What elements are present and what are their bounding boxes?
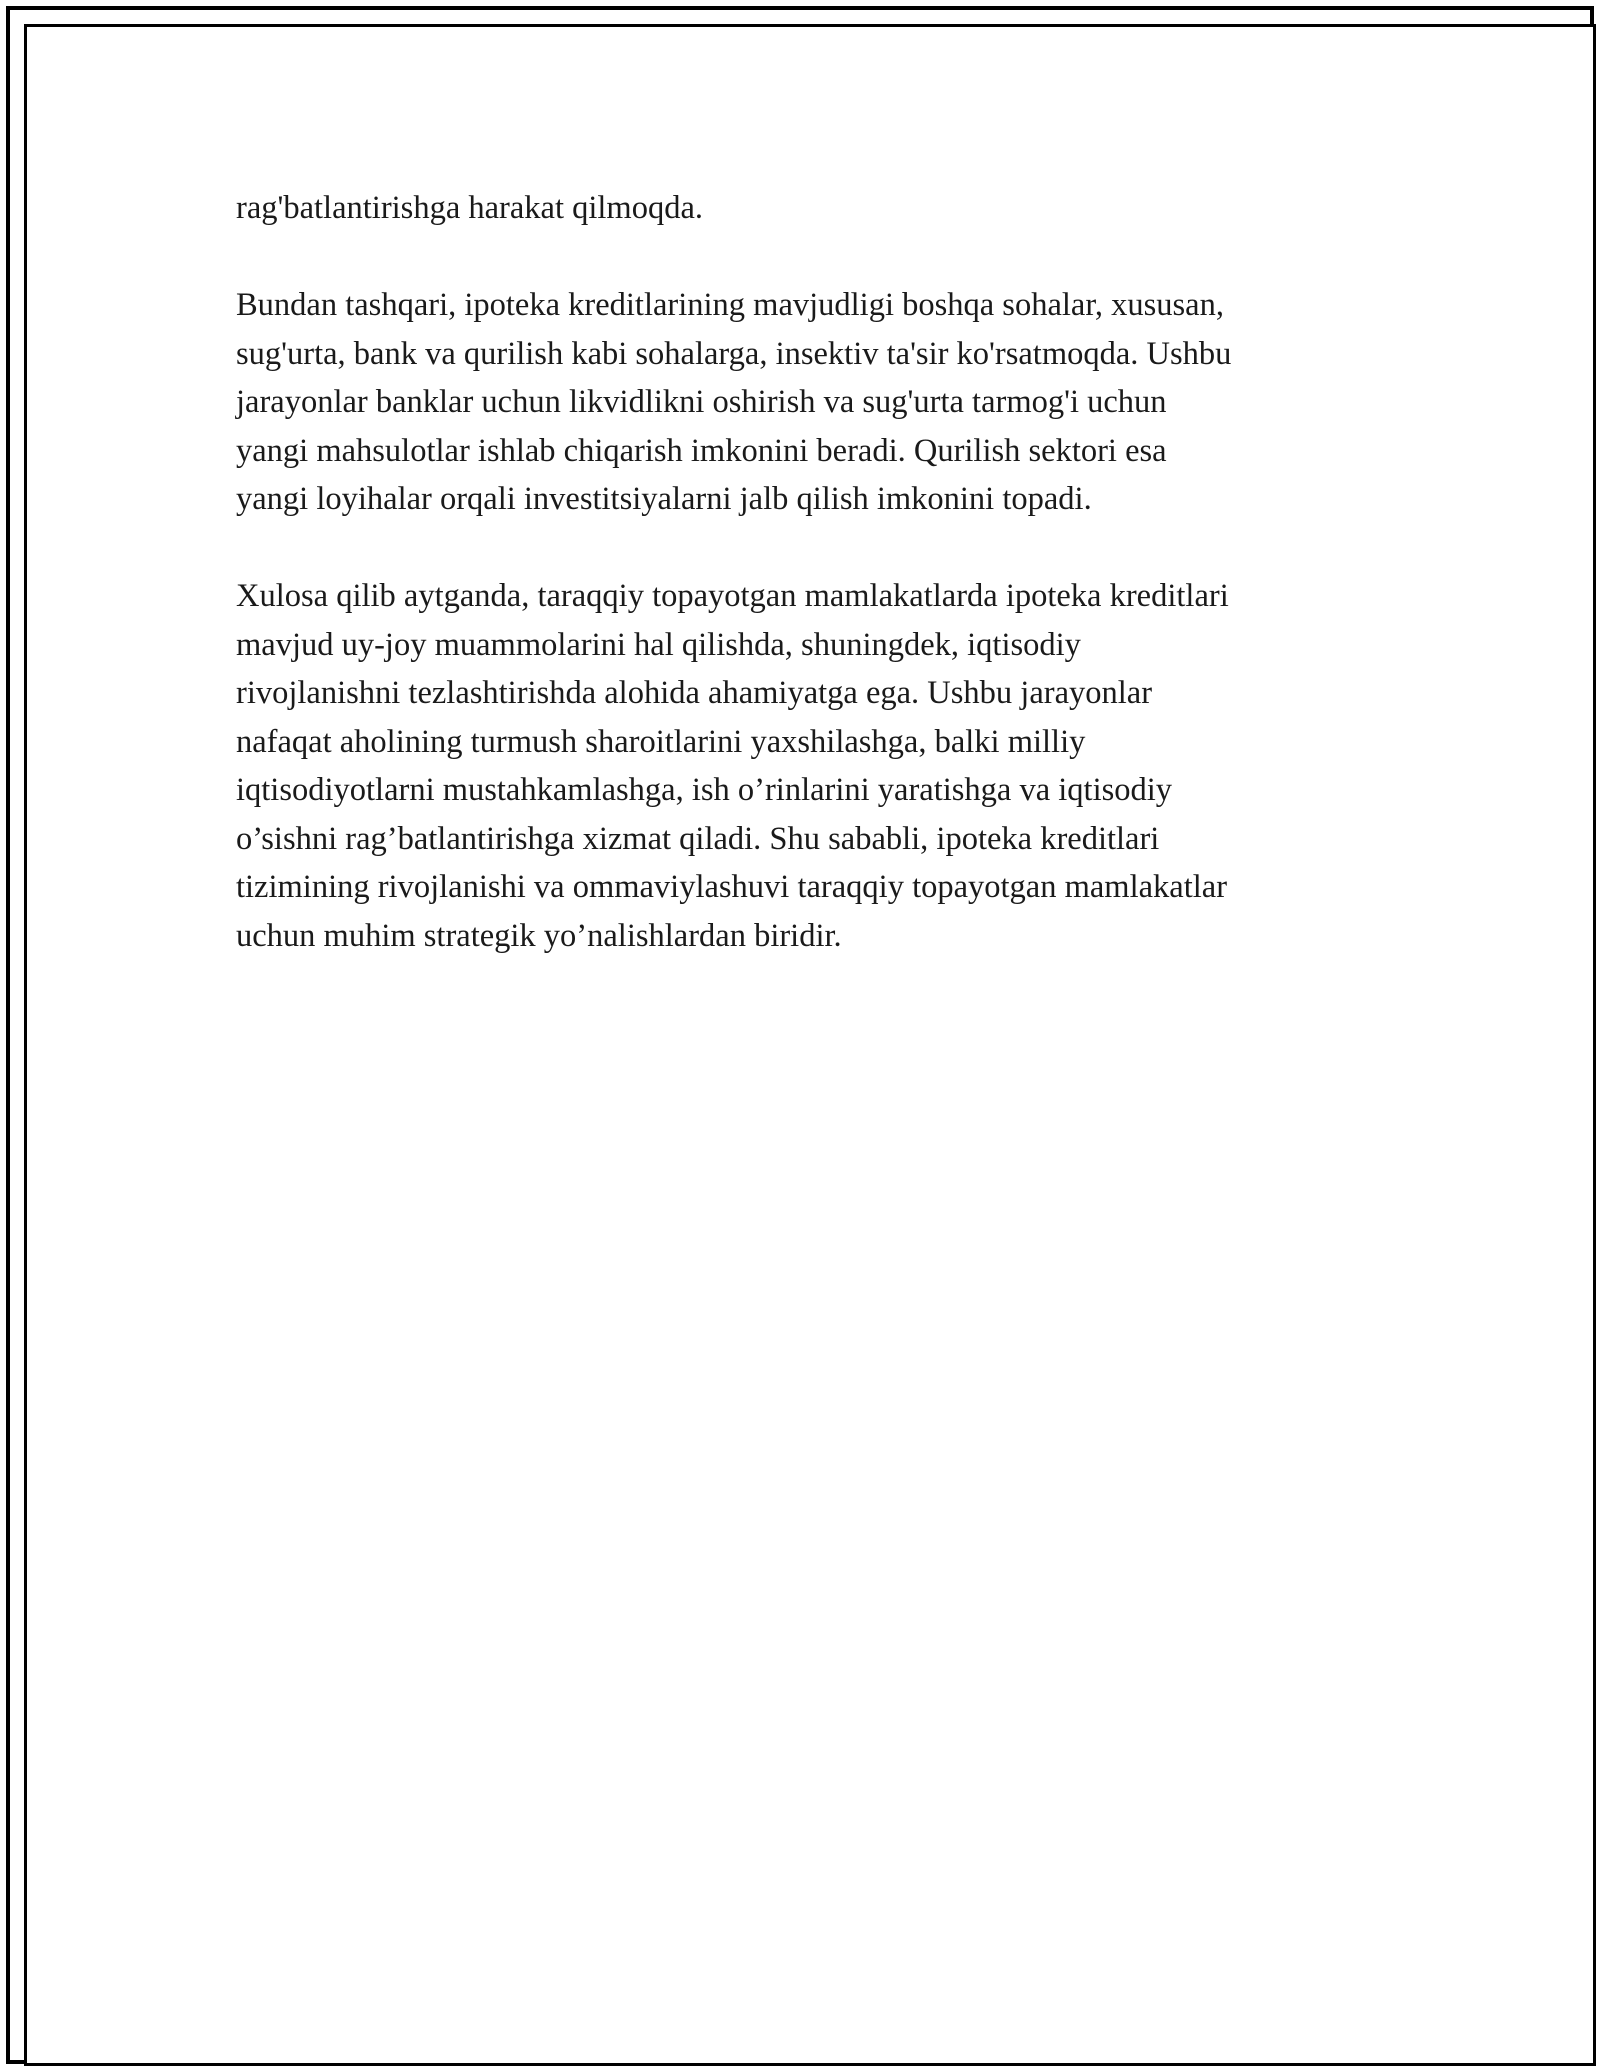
text-line: nafaqat aholining turmush sharoitlarini yaxshilashga, balki milliy xyxy=(236,723,1086,760)
text-line: rag'batlantirishga harakat qilmoqda. xyxy=(236,190,704,226)
text-line: sug'urta, bank va qurilish kabi sohalarga, insektiv ta'sir ko'rsatmoqda. Ushbu xyxy=(236,335,1232,372)
text-line: Bundan tashqari, ipoteka kreditlarining mavjudligi boshqa sohalar, xususan, xyxy=(236,287,1224,323)
text-line: jarayonlar banklar uchun likvidlikni oshirish va sug'urta tarmog'i uchun xyxy=(236,384,1167,420)
text-line: yangi mahsulotlar ishlab chiqarish imkonini beradi. Qurilish sektori esa xyxy=(236,432,1167,469)
document-body xyxy=(236,184,1386,1009)
text-line: tizimining rivojlanishi va ommaviylashuvi taraqqiy topayotgan mamlakatlar xyxy=(236,869,1228,905)
text-line: iqtisodiyotlarni mustahkamlashga, ish o’rinlarini yaratishga va iqtisodiy xyxy=(236,772,1173,808)
text-line: uchun muhim strategik yo’nalishlardan biridir. xyxy=(236,917,842,954)
text-line: Xulosa qilib aytganda, taraqqiy topayotgan mamlakatlarda ipoteka kreditlari xyxy=(236,578,1229,614)
text-line: rivojlanishni tezlashtirishda alohida ahamiyatga ega. Ushbu jarayonlar xyxy=(236,675,1153,711)
paragraph-1 xyxy=(236,184,1386,233)
text-line: mavjud uy-joy muammolarini hal qilishda, shuningdek, iqtisodiy xyxy=(236,626,1081,663)
text-line: yangi loyihalar orqali investitsiyalarni jalb qilish imkonini topadi. xyxy=(236,481,1092,517)
paragraph-2 xyxy=(236,281,1386,524)
paragraph-3 xyxy=(236,572,1386,960)
text-line: o’sishni rag’batlantirishga xizmat qiladi. Shu sababli, ipoteka kreditlari xyxy=(236,820,1160,857)
